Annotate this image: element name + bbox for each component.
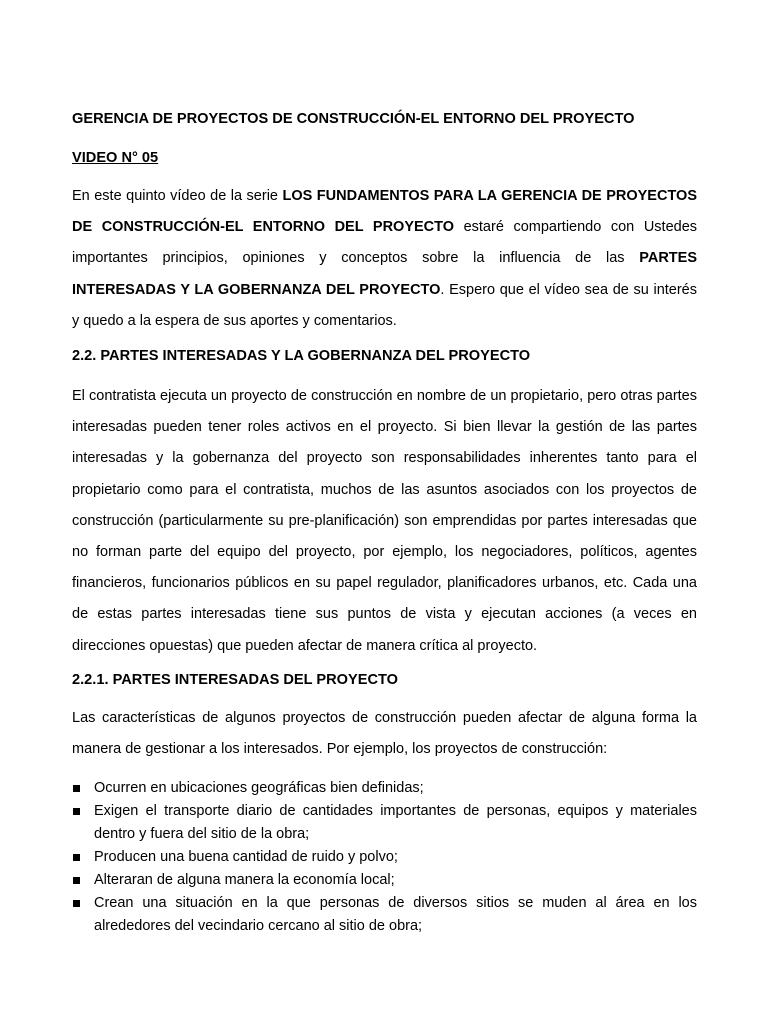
list-item [72,846,697,869]
list-item-text: Producen una buena cantidad de ruido y polvo; [94,849,398,865]
bullet-square-icon [73,854,80,861]
intro-paragraph [72,181,697,337]
intro-bold-1: LOS FUNDAMENTOS PARA LA GERENCIA DE PROYECTOS DE CONSTRUCCIÓN-EL ENTORNO DEL PROYECTO [72,188,697,236]
bullet-list [72,777,697,938]
list-item [72,892,697,938]
section-2-2-1-paragraph: Las características de algunos proyectos de construcción pueden afectar de alguna forma la manera de gestionar a los interesados. Por ejemplo, los proyectos de construcción: [72,710,697,758]
section-heading-2-2-1: 2.2.1. PARTES INTERESADAS DEL PROYECTO [72,672,399,688]
bullet-square-icon [73,877,80,884]
video-label: VIDEO N° 05 [72,150,159,166]
section-2-2-paragraph: El contratista ejecuta un proyecto de construcción en nombre de un propietario, pero otras partes interesadas pueden tener roles activos en el proyecto. Si bien llevar la gestión de las partes interesadas y la gobernanza del proyecto son responsabilidades inherentes tanto para el propietario como para el contratista, muchos de las asuntos asociados con los proyectos de construcción (particularmente su pre-planificación) son emprendidas por partes interesadas que no forman parte del equipo del proyecto, por ejemplo, los negociadores, políticos, agentes financieros, funcionarios públicos en su papel regulador, planificadores urbanos, etc. Cada una de estas partes interesadas tiene sus puntos de vista y ejecutan acciones (a veces en direcciones opuestas) que pueden afectar de manera crítica al proyecto. [72,388,697,654]
list-item [72,869,697,892]
list-item-text: Alteraran de alguna manera la economía local; [94,872,395,888]
intro-text-2: estaré compartiendo con Ustedes importantes principios, opiniones y conceptos sobre la influencia de las [72,219,698,267]
list-item [72,777,697,800]
bullet-square-icon [73,900,80,907]
intro-bold-2: PARTES INTERESADAS Y LA GOBERNANZA DEL PROYECTO [72,250,697,298]
intro-text-1: En este quinto vídeo de la serie [72,188,283,204]
list-item-text: Ocurren en ubicaciones geográficas bien definidas; [94,780,424,796]
list-item [72,800,697,846]
list-item-text: Exigen el transporte diario de cantidades importantes de personas, equipos y materiales dentro y fuera del sitio de la obra; [94,803,697,842]
bullet-square-icon [73,785,80,792]
bullet-square-icon [73,808,80,815]
intro-text-3: . Espero que el vídeo sea de su interés y quedo a la espera de sus aportes y comentarios. [72,281,697,329]
section-heading-2-2: 2.2. PARTES INTERESADAS Y LA GOBERNANZA DEL PROYECTO [72,348,531,364]
list-item-text: Crean una situación en la que personas de diversos sitios se muden al área en los alrededores del vecindario cercano al sitio de obra; [94,895,697,934]
document-title: GERENCIA DE PROYECTOS DE CONSTRUCCIÓN-EL ENTORNO DEL PROYECTO [72,111,635,127]
